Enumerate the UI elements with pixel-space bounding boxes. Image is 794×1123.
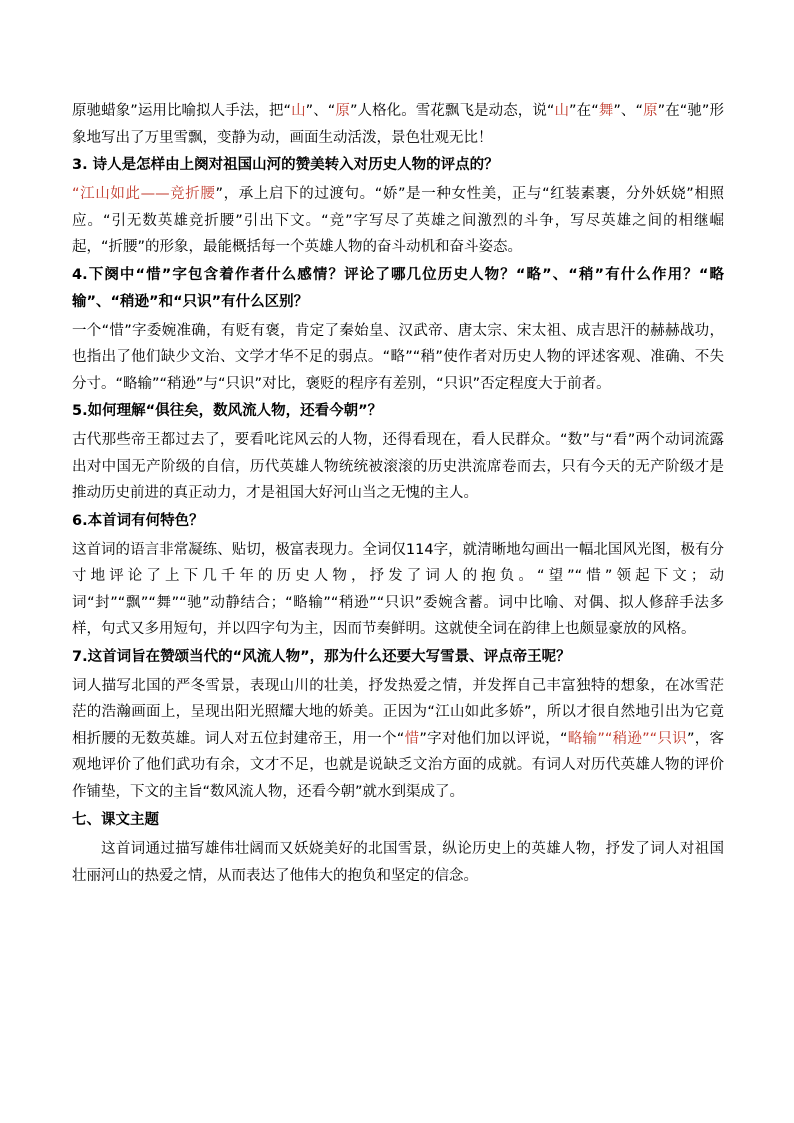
theme-paragraph: 这首词通过描写雄伟壮阔而又妖娆美好的北国雪景，纵论历史上的英雄人物，抒发了词人对祖国壮丽河山的热爱之情，从而表达了他伟大的抱负和坚定的信念。 xyxy=(72,841,724,884)
question-3: 3. 诗人是怎样由上阕对祖国山河的赞美转入对历史人物的评点的？ xyxy=(72,157,499,173)
question-6: 6.本首词有何特色？ xyxy=(72,512,204,529)
question-7: 7.这首词旨在赞颂当代的“风流人物”，那为什么还要大写雪景、评点帝王呢？ xyxy=(72,648,571,665)
answer-3: “江山如此——竞折腰”，承上启下的过渡句。“娇”是一种女性美，正与“红装素裹，分外妖娆”相照应。“引无数英雄竞折腰”引出下文。“竞”字写尽了英雄之间激烈的斗争，写尽英雄之间的相继崛起，“折腰”的形象，最能概括每一个英雄人物的奋斗动机和奋斗姿态。 xyxy=(72,186,725,255)
question-4: 4.下阕中“惜”字包含着作者什么感情？评论了哪几位历史人物？“略”、“稍”有什么作用？“略输”、“稍逊”和“只识”有什么区别？ xyxy=(72,266,724,310)
section-heading-theme: 七、课文主题 xyxy=(72,812,159,828)
answer-5: 古代那些帝王都过去了，要看叱诧风云的人物，还得看现在，看人民群众。“数”与“看”两个动词流露出对中国无产阶级的自信，历代英雄人物统统被滚滚的历史洪流席卷而去，只有今天的无产阶级才是推动历史前进的真正动力，才是祖国大好河山当之无愧的主人。 xyxy=(72,432,724,501)
question-5: 5.如何理解“俱往矣，数风流人物，还看今朝”？ xyxy=(72,403,383,419)
answer-4: 一个“惜”字委婉准确，有贬有褒，肯定了秦始皇、汉武帝、唐太宗、宋太祖、成吉思汗的赫赫战功，也指出了他们缺少文治、文学才华不足的弱点。“略”“稍”使作者对历史人物的评述客观、准确、不失分寸。“略输”“稍逊”与“只识”对比，褒贬的程序有差别，“只识”否定程度大于前者。 xyxy=(72,322,724,392)
paragraph-continued: 原驰蜡象”运用比喻拟人手法，把“山”、“原”人格化。雪花飘飞是动态，说“山”在“舞”、“原”在“驰”形象地写出了万里雪飘，变静为动，画面生动活泼，景色壮观无比！ xyxy=(72,103,725,146)
answer-7: 词人描写北国的严冬雪景，表现山川的壮美，抒发热爱之情，并发挥自己丰富独特的想象，在冰雪茫茫的浩瀚画面上，呈现出阳光照耀大地的娇美。正因为“江山如此多娇”，所以才很自然地引出为它竟相折腰的无数英雄。词人对五位封建帝王，用一个“惜”字对他们加以评说，“略输”“稍逊”“只识”，客观地评价了他们武功有余，文才不足，也就是说缺乏文治方面的成就。有词人对历代英雄人物的评价作铺垫，下文的主旨“数风流人物，还看今朝”就水到渠成了。 xyxy=(72,677,725,800)
answer-6: 这首词的语言非常凝练、贴切，极富表现力。全词仅114字，就清晰地勾画出一幅北国风光图，极有分寸地评论了上下几千年的历史人物，抒发了词人的抱负。“望”“惜”领起下文；动词“封”“飘”“舞”“驰”动静结合；“略输”“稍逊”“只识”委婉含蓄。词中比喻、对偶、拟人修辞手法多样，句式又多用短句，并以四字句为主，因而节奏鲜明。这就使全词在韵律上也颇显豪放的风格。 xyxy=(72,541,724,637)
